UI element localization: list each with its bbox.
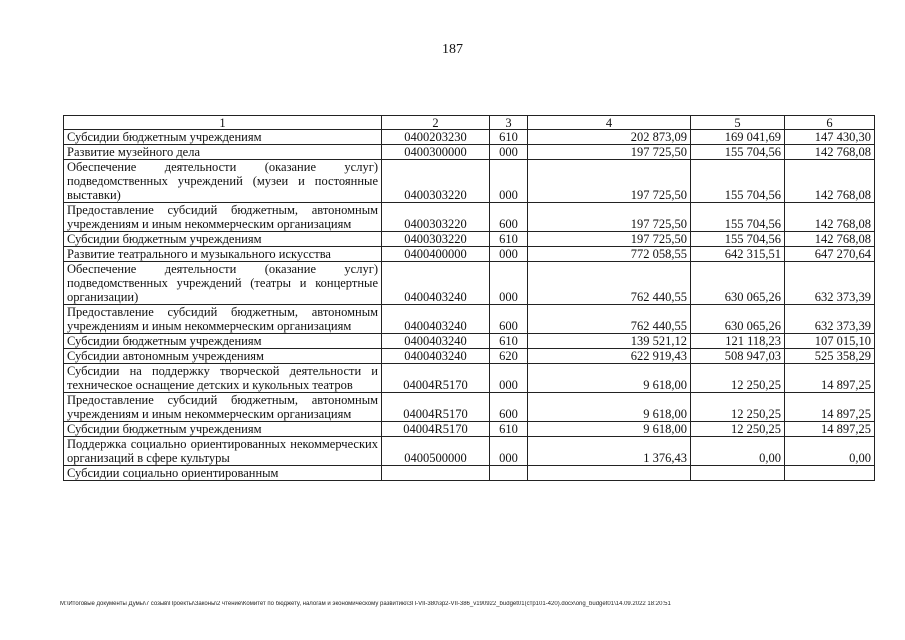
row-value-1: 772 058,55 [528,247,691,262]
row-kvr: 000 [490,247,528,262]
row-code: 04004R5170 [382,422,490,437]
row-name: Субсидии бюджетным учреждениям [64,334,382,349]
row-kvr: 610 [490,130,528,145]
row-code: 0400303220 [382,160,490,203]
row-value-1: 197 725,50 [528,160,691,203]
page-number: 187 [442,42,463,57]
row-value-2: 155 704,56 [691,145,785,160]
row-value-2: 630 065,26 [691,262,785,305]
row-name: Поддержка социально ориентированных некоммерческих организаций в сфере культуры [64,437,382,466]
table-row [64,247,875,262]
row-kvr: 000 [490,364,528,393]
row-value-1: 202 873,09 [528,130,691,145]
row-code: 0400203230 [382,130,490,145]
row-value-2: 12 250,25 [691,422,785,437]
row-value-3: 14 897,25 [785,422,875,437]
table-row [64,203,875,232]
row-value-3: 147 430,30 [785,130,875,145]
row-kvr: 600 [490,393,528,422]
row-name: Предоставление субсидий бюджетным, автономным учреждениям и иным некоммерческим организациям [64,393,382,422]
row-value-1: 197 725,50 [528,203,691,232]
row-value-2 [691,466,785,481]
row-value-2: 642 315,51 [691,247,785,262]
row-kvr [490,466,528,481]
row-kvr: 000 [490,437,528,466]
row-code: 0400400000 [382,247,490,262]
row-code: 0400303220 [382,203,490,232]
row-value-3: 142 768,08 [785,160,875,203]
row-value-1: 9 618,00 [528,422,691,437]
column-header: 6 [785,116,875,130]
row-kvr: 620 [490,349,528,364]
column-header: 4 [528,116,691,130]
row-value-2: 0,00 [691,437,785,466]
row-value-3: 0,00 [785,437,875,466]
row-kvr: 000 [490,262,528,305]
row-value-3: 142 768,08 [785,232,875,247]
row-code: 0400403240 [382,349,490,364]
row-name: Субсидии автономным учреждениям [64,349,382,364]
document-path-footer: M:\Итоговые документы Думы\7 созыв\Проекты\Законы\2 чтение\Комитет по бюджету, налогам и экономическому развитию\ЗП-VII-380\зр2-VII-386_v190922_budget01(стр101-420).docx\orig_budget01\14.09.2022 18:20:51 [60,601,671,607]
row-code: 04004R5170 [382,364,490,393]
row-kvr: 610 [490,422,528,437]
row-value-3: 107 015,10 [785,334,875,349]
table-header-row [64,116,875,130]
row-value-2: 121 118,23 [691,334,785,349]
table-row [64,437,875,466]
table-row [64,466,875,481]
row-code: 0400403240 [382,305,490,334]
row-name: Предоставление субсидий бюджетным, автономным учреждениям и иным некоммерческим организациям [64,203,382,232]
row-value-2: 12 250,25 [691,393,785,422]
row-value-3: 142 768,08 [785,145,875,160]
table-row [64,130,875,145]
row-value-1: 762 440,55 [528,262,691,305]
row-name: Субсидии бюджетным учреждениям [64,130,382,145]
row-value-3: 525 358,29 [785,349,875,364]
column-header: 5 [691,116,785,130]
row-value-3: 647 270,64 [785,247,875,262]
row-value-1: 1 376,43 [528,437,691,466]
row-name: Развитие театрального и музыкального искусства [64,247,382,262]
row-value-1: 9 618,00 [528,393,691,422]
row-code [382,466,490,481]
row-name: Субсидии бюджетным учреждениям [64,422,382,437]
row-value-1: 762 440,55 [528,305,691,334]
row-code: 0400403240 [382,334,490,349]
row-value-1: 197 725,50 [528,145,691,160]
row-kvr: 610 [490,334,528,349]
row-value-2: 155 704,56 [691,232,785,247]
row-code: 0400303220 [382,232,490,247]
row-value-2: 169 041,69 [691,130,785,145]
table-row [64,262,875,305]
table-row [64,364,875,393]
row-value-2: 155 704,56 [691,203,785,232]
row-value-1: 9 618,00 [528,364,691,393]
column-header: 3 [490,116,528,130]
row-value-2: 630 065,26 [691,305,785,334]
row-value-3: 632 373,39 [785,262,875,305]
row-value-3: 632 373,39 [785,305,875,334]
row-name: Субсидии бюджетным учреждениям [64,232,382,247]
table-row [64,393,875,422]
row-name: Субсидии на поддержку творческой деятельности и техническое оснащение детских и кукольных театров [64,364,382,393]
row-value-3: 14 897,25 [785,393,875,422]
row-name: Обеспечение деятельности (оказание услуг) подведомственных учреждений (музеи и постоянные выставки) [64,160,382,203]
row-name: Субсидии социально ориентированным [64,466,382,481]
row-value-2: 508 947,03 [691,349,785,364]
table-row [64,334,875,349]
column-header: 1 [64,116,382,130]
row-value-3: 14 897,25 [785,364,875,393]
row-name: Предоставление субсидий бюджетным, автономным учреждениям и иным некоммерческим организациям [64,305,382,334]
table-row [64,349,875,364]
column-header: 2 [382,116,490,130]
row-code: 0400500000 [382,437,490,466]
row-value-2: 12 250,25 [691,364,785,393]
row-name: Развитие музейного дела [64,145,382,160]
row-name: Обеспечение деятельности (оказание услуг) подведомственных учреждений (театры и концертные организации) [64,262,382,305]
row-code: 0400300000 [382,145,490,160]
row-value-1: 622 919,43 [528,349,691,364]
row-kvr: 000 [490,145,528,160]
table-row [64,232,875,247]
table-row [64,422,875,437]
row-code: 0400403240 [382,262,490,305]
table-row [64,145,875,160]
row-value-3: 142 768,08 [785,203,875,232]
row-value-1 [528,466,691,481]
row-value-1: 139 521,12 [528,334,691,349]
table-row [64,305,875,334]
row-kvr: 000 [490,160,528,203]
row-kvr: 600 [490,305,528,334]
table-row [64,160,875,203]
row-value-3 [785,466,875,481]
row-value-1: 197 725,50 [528,232,691,247]
row-value-2: 155 704,56 [691,160,785,203]
row-code: 04004R5170 [382,393,490,422]
row-kvr: 610 [490,232,528,247]
budget-table [63,115,875,481]
row-kvr: 600 [490,203,528,232]
